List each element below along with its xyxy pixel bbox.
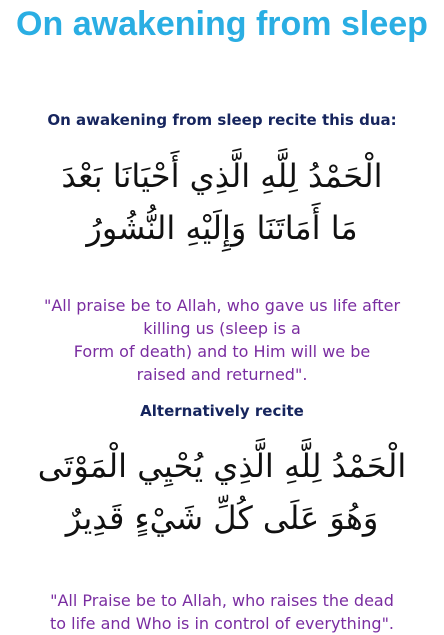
dua-arabic-1 <box>0 150 444 254</box>
dua-arabic-1-line: الْحَمْدُ لِلَّهِ الَّذِي أَحْيَانَا بَعْدَ <box>61 157 383 195</box>
dua-arabic-2-line: وَهُوَ عَلَى كُلِّ شَيْءٍ قَدِيرٌ <box>65 499 379 537</box>
dua-arabic-1-line: مَا أَمَاتَنَا وَإِلَيْهِ النُّشُورُ <box>86 209 358 247</box>
translation-line: "All Praise be to Allah, who raises the dead <box>50 591 394 610</box>
page-title: On awakening from sleep <box>16 5 428 43</box>
dua-arabic-2-line: الْحَمْدُ لِلَّهِ الَّذِي يُحْيِي الْمَوْتَى <box>37 447 407 485</box>
translation-line: killing us (sleep is a <box>143 319 301 338</box>
translation-line: raised and returned". <box>136 365 308 384</box>
intro-heading: On awakening from sleep recite this dua: <box>47 111 397 129</box>
dua-translation-2 <box>0 589 444 635</box>
translation-line: to life and Who is in control of everything". <box>49 614 395 633</box>
alternative-heading: Alternatively recite <box>140 402 304 420</box>
dua-arabic-2 <box>0 440 444 544</box>
dua-translation-1 <box>0 294 444 386</box>
translation-line: Form of death) and to Him will we be <box>73 342 371 361</box>
translation-line: "All praise be to Allah, who gave us life after <box>43 296 401 315</box>
